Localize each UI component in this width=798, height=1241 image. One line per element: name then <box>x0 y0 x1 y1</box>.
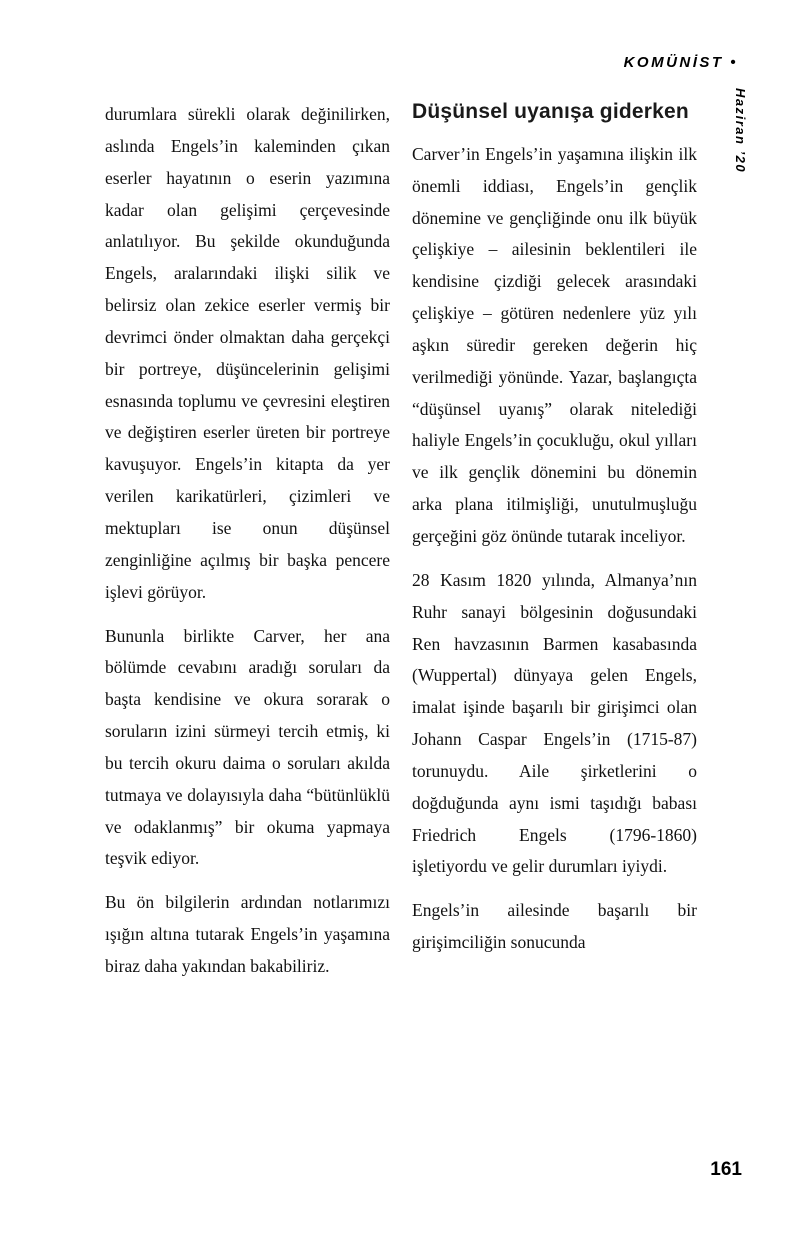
column-right <box>412 99 697 995</box>
paragraph: Bununla birlikte Carver, her ana bölümde cevabını aradığı soruları da başta kendisine ve okura sorarak o soruların izini sürmeyi tercih etmiş, ki bu tercih okuru daima o soruları akılda tutmaya ve dolayısıyla daha “bütünlüklü ve odaklanmış” bir okuma yapmaya teşvik ediyor. <box>105 625 390 869</box>
section-heading: Düşünsel uyanışa giderken <box>412 100 689 123</box>
paragraph: Bu ön bilgilerin ardından notlarımızı ışığın altına tutarak Engels’in yaşamına biraz daha yakından bakabiliriz. <box>105 892 390 976</box>
paragraph: Engels’in ailesinde başarılı bir girişimciliğin sonucunda <box>412 900 697 953</box>
page-number: 161 <box>710 1159 742 1180</box>
paragraph: Carver’in Engels’in yaşamına ilişkin ilk önemli iddiası, Engels’in gençlik dönemine ve gençliğinde onu ilk büyük çelişkiye – ailesinin beklentileri ile kendisine çizdiği gelecek arasındaki çelişkiye – götüren nedenlere yüz yılı aşkın süredir gereken değerin hiç verilmediği yönünde. Yazar, başlangıçta “düşünsel uyanış” olarak nitelediği haliyle Engels’in çocukluğu, okul yılları ve ilk gençlik dönemini bu dönemin arka plana itilmişliği, unutulmuşluğu gerçeğini göz önünde tutarak inceliyor. <box>412 143 697 546</box>
paragraph: 28 Kasım 1820 yılında, Almanya’nın Ruhr sanayi bölgesinin doğusundaki Ren havzasının Barmen kasabasında (Wuppertal) dünyaya gelen Engels, imalat işinde başarılı bir girişimci olan Johann Caspar Engels’in (1715-87) torunuydu. Aile şirketlerini o doğduğunda aynı ismi taşıdığı babası Friedrich Engels (1796-1860) işletiyordu ve gelir durumları iyiydi. <box>412 569 697 877</box>
paragraph: durumlara sürekli olarak değinilirken, aslında Engels’in kaleminden çıkan eserler hayatının o eserin yazımına kadar olan gelişimi çerçevesinde anlatılıyor. Bu şekilde okunduğunda Engels, aralarındaki ilişki silik ve belirsiz olan zekice eserler vermiş bir devrimci önder olmaktan daha gerçekçi bir portreye, düşüncelerinin gelişimi esnasında toplumu ve çevresini eleştiren ve değiştiren eserler üreten bir portreye kavuşuyor. Engels’in kitapta da yer verilen karikatürleri, çizimleri ve mektupları ise onun düşünsel zenginliğine açılmış bir başka pencere işlevi görüyor. <box>105 104 390 602</box>
content-columns <box>105 99 697 995</box>
magazine-title: KOMÜNİST • <box>623 54 738 71</box>
issue-label: Haziran ’20 <box>733 88 748 174</box>
column-left <box>105 99 390 995</box>
